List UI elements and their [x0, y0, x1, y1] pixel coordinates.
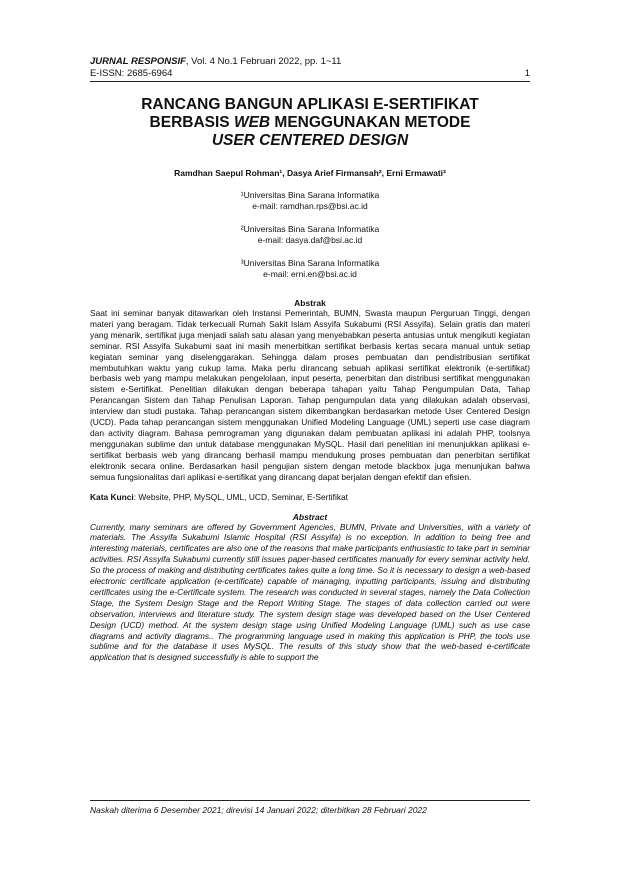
affiliation-email: e-mail: dasya.daf@bsi.ac.id [257, 235, 363, 245]
affiliation-name: ³Universitas Bina Sarana Informatika [240, 258, 380, 268]
keywords [90, 492, 530, 502]
authors: Ramdhan Saepul Rohman¹, Dasya Arief Firmansah², Erni Ermawati³ [174, 168, 446, 178]
title-line-1: RANCANG BANGUN APLIKASI E-SERTIFIKAT [141, 96, 479, 113]
affiliation-2 [90, 224, 530, 246]
title-line-3 [90, 132, 530, 150]
title-line-3-text: USER CENTERED DESIGN [211, 132, 409, 149]
footer-text: Naskah diterima 6 Desember 2021; direvisi 14 Januari 2022; diterbitkan 28 Februari 2022 [90, 805, 427, 815]
journal-name: JURNAL RESPONSIF [90, 56, 186, 67]
affiliation-email: e-mail: erni.en@bsi.ac.id [263, 269, 357, 279]
affiliation-name: ²Universitas Bina Sarana Informatika [240, 224, 380, 234]
abstrak-text: Saat ini seminar banyak ditawarkan oleh Instansi Pemerintah, BUMN, Swasta maupun Perguruan Tinggi, dengan materi yang beragam. Tidak terkecuali Rumah Sakit Islam Assyifa Sukabumi (RSI Assyifa). Selain gratis dan materi yang menarik, sertifikat juga menjadi salah satu alasan yang menyebabkan peserta antusias untuk mengikuti kegiatan seminar. RSI Assyifa Sukabumi saat ini masih menerbitkan sertifikat berbasis kertas secara manual untuk setiap kegiatan seminar yang diselenggarakan. Sehingga dalam proses pembuatan dan pendistribusian sertifikat membutuhkan waktu yang cukup lama. Maka perlu dirancang sebuah aplikasi sertifikat elektronik (e-sertifikat) berbasis web yang mampu melakukan pengelolaan, input peserta, penerbitan dan distribusi sertifikat menggunakan sistem e-Sertifikat. Penelitian dilakukan dengan beberapa tahapan yaitu Tahap Pengumpulan Data, Tahap Perancangan Sistem dan Tahap Penulisan Laporan. Tahap pengumpulan data yang dilakukan adalah observasi, interview dan studi pustaka. Tahap perancangan sistem dikembangkan berdasarkan metode User Centered Design (UCD). Pada tahap perancangan sistem menggunakan Unified Modeling Language (UML) seperti use case diagram dan activity diagram. Bahasa pemrograman yang digunakan dalam pembuatan aplikasi ini adalah PHP, toolsnya menggunakan sublime dan untuk database menggunakan MySQL. Hasil dari penelitian ini menunjukkan aplikasi e-sertifikat berbasis web yang dirancang berhasil mampu mendukung proses pembuatan dan penerbitan sertifikat elektronik secara online. Berdasarkan hasil pengujian sistem dengan metode blackbox juga menunjukan bahwa semua fungsionalitas dari aplikasi e-sertifikat yang dirancang dapat berjalan dengan efektif dan efisien. [90, 308, 530, 482]
affiliation-3 [90, 258, 530, 280]
paper-page [90, 56, 530, 663]
title-line-2-pre: BERBASIS [149, 114, 234, 131]
abstrak-heading: Abstrak [294, 298, 326, 308]
page-footer [90, 800, 530, 815]
affiliation-1 [90, 190, 530, 212]
abstract-heading: Abstract [292, 511, 328, 522]
page-number: 1 [524, 68, 530, 79]
keywords-label: Kata Kunci [90, 491, 134, 502]
abstract-text: Currently, many seminars are offered by Government Agencies, BUMN, Private and Universities, with a variety of materials. The Assyifa Sukabumi Islamic Hospital (RSI Assyifa) is no exception. In addition to being free and interesting materials, certificates are also one of the reasons that make participants enthusiastic to take part in seminar activities. RSI Assyifa Sukabumi currently still issues paper-based certificates manually for every seminar activity held. So the process of making and distributing certificates takes quite a long time. So it is necessary to design a web-based electronic certificate application (e-certificate) capable of managing, inputting participants, issuing and distributing certificates using the e-Certificate system. The research was conducted in several stages, namely the Data Collection Stage, the System Design Stage and the Report Writing Stage. The stages of data collection carried out were observation, interviews and literature study. The system design stage was developed based on the User Centered Design (UCD) method. At the system design stage using Unified Modeling Language (UML) such as use case diagrams and activity diagrams.. The programming language used in making this application is PHP, the tools use sublime and for the database it uses MySQL. The results of this study show that the web-based e-certificate application that is designed successfully is able to support the [90, 521, 530, 663]
title-line-2-web: WEB [233, 114, 271, 131]
affiliation-name: ¹Universitas Bina Sarana Informatika [240, 190, 380, 200]
title-line-2 [90, 114, 530, 132]
header-rule [90, 81, 530, 82]
keywords-text: : Website, PHP, MySQL, UML, UCD, Seminar, E-Sertifikat [133, 491, 348, 502]
issn: E-ISSN: 2685-6964 [90, 68, 173, 79]
footer-rule [90, 800, 530, 801]
running-header [90, 56, 530, 82]
paper-title [90, 96, 530, 150]
journal-issue: , Vol. 4 No.1 Februari 2022, pp. 1~11 [185, 56, 342, 67]
affiliation-email: e-mail: ramdhan.rps@bsi.ac.id [252, 201, 368, 211]
title-line-2-post: MENGGUNAKAN METODE [270, 114, 471, 131]
